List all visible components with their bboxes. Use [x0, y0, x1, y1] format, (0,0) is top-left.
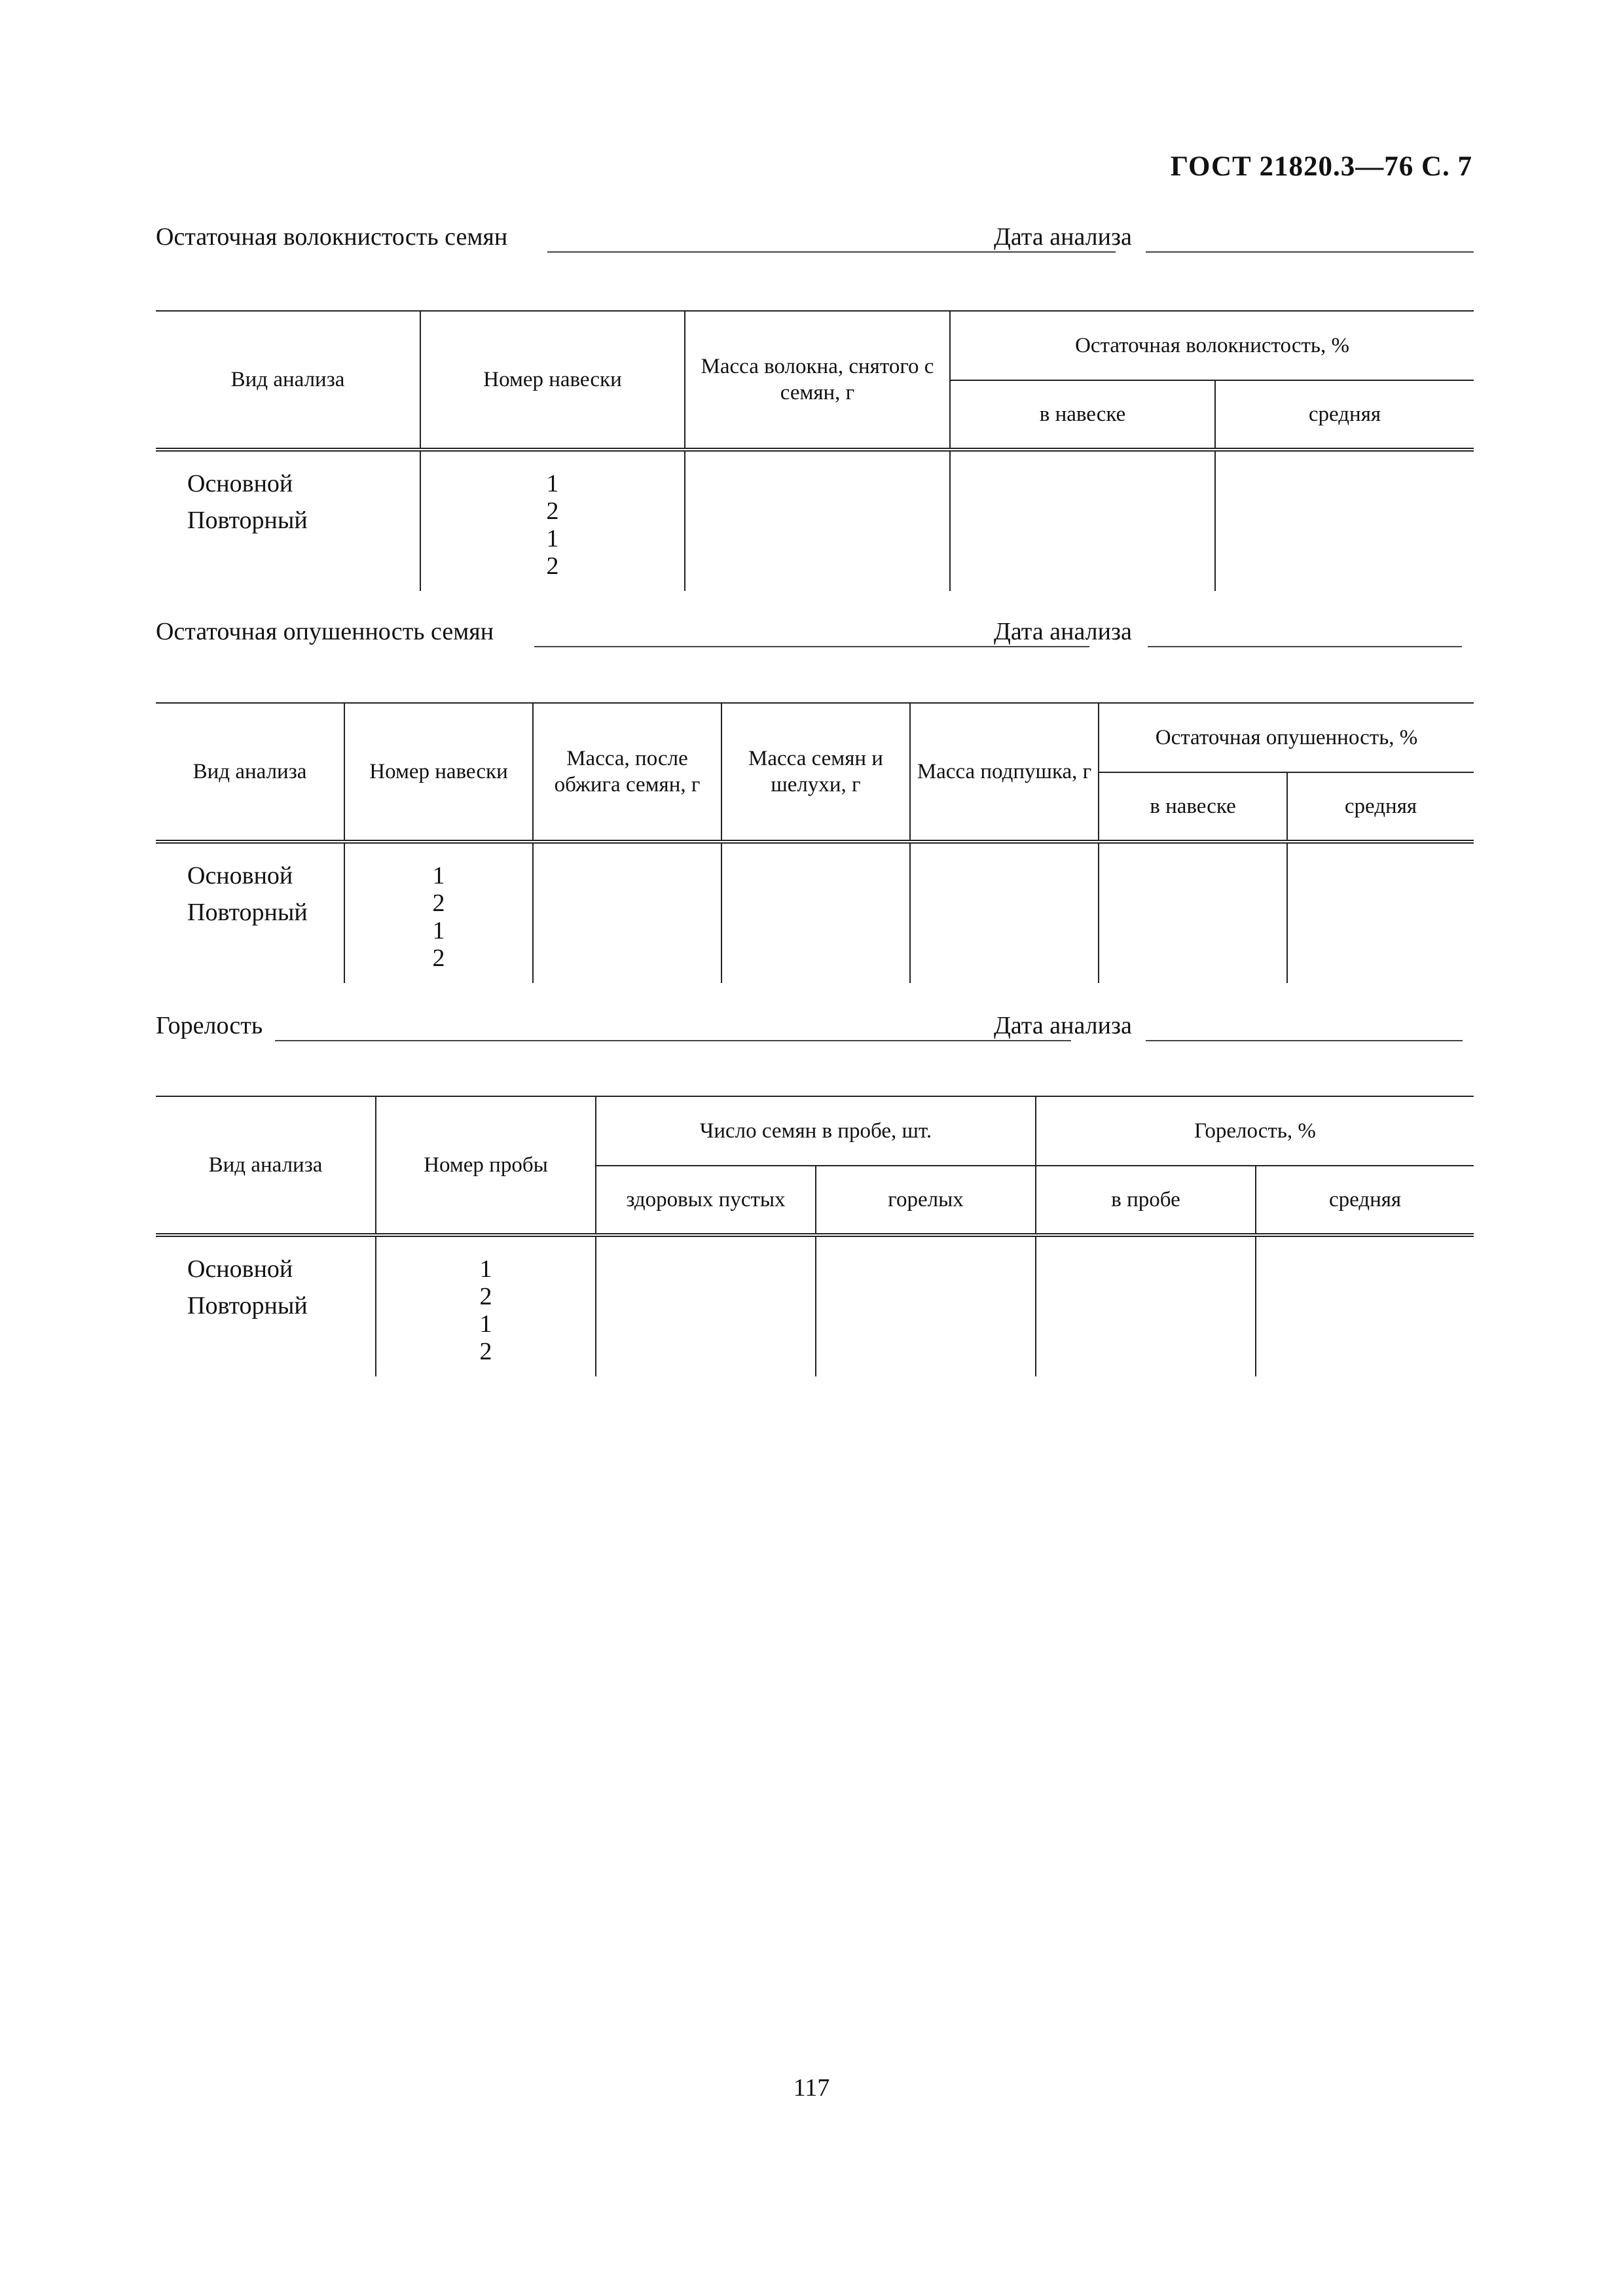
sample-number: 1 [432, 917, 445, 944]
healthy-empty-cell[interactable] [596, 1235, 816, 1376]
section3-date-label: Дата анализа [994, 1012, 1132, 1039]
burnt-seeds-table [156, 1096, 1474, 1376]
mass-fluff-cell[interactable] [910, 842, 1099, 983]
col-average: средняя [1215, 380, 1474, 450]
sample-numbers-cell [420, 450, 685, 591]
residual-fluff-table [156, 702, 1474, 983]
col-burn-percent: Горелость, % [1036, 1096, 1474, 1166]
sample-number: 1 [546, 525, 559, 552]
section2-title: Остаточная опушенность семян [156, 618, 494, 645]
col-kind: Вид анализа [156, 703, 344, 842]
residual-fiber-table [156, 310, 1474, 591]
section3-date-blank[interactable] [1146, 1040, 1463, 1041]
section1-title-blank[interactable] [547, 251, 1116, 253]
in-probe-cell[interactable] [1036, 1235, 1256, 1376]
sample-number: 2 [432, 889, 445, 917]
sample-numbers-cell [344, 842, 533, 983]
document-code: ГОСТ 21820.3—76 С. 7 [1170, 151, 1472, 182]
col-kind: Вид анализа [156, 1096, 376, 1235]
page-number: 117 [793, 2074, 830, 2102]
col-in-sample: в навеске [950, 380, 1215, 450]
sample-number: 2 [546, 497, 559, 525]
in-sample-cell[interactable] [1099, 842, 1287, 983]
col-in-sample: в навеске [1099, 772, 1287, 842]
section2-date-blank[interactable] [1148, 646, 1462, 647]
section1-date-blank[interactable] [1146, 251, 1474, 253]
average-cell[interactable] [1287, 842, 1474, 983]
sample-number: 1 [432, 862, 445, 889]
average-cell[interactable] [1256, 1235, 1474, 1376]
section3-field-row [156, 1011, 1474, 1050]
in-sample-cell[interactable] [950, 450, 1215, 591]
sample-number: 2 [546, 552, 559, 580]
row-main-label: Основной [187, 862, 293, 889]
col-burnt: горелых [816, 1166, 1036, 1235]
section3-title: Горелость [156, 1012, 263, 1039]
col-average: средняя [1256, 1166, 1474, 1235]
col-seed-count: Число семян в пробе, шт. [596, 1096, 1036, 1166]
section3-title-blank[interactable] [275, 1040, 1071, 1041]
probe-number: 1 [479, 1310, 492, 1338]
col-mass-fluff: Масса подпушка, г [910, 703, 1099, 842]
col-in-probe: в пробе [1036, 1166, 1256, 1235]
section2-field-row [156, 617, 1474, 656]
col-residual-fluff: Остаточная опушенность, % [1099, 703, 1474, 772]
row-repeat-label: Повторный [187, 1292, 308, 1319]
col-mass-seeds-husk: Масса семян и шелухи, г [721, 703, 910, 842]
col-probe-no: Номер пробы [376, 1096, 596, 1235]
burnt-cell[interactable] [816, 1235, 1036, 1376]
row-kind-cell [156, 450, 420, 591]
mass-after-burn-cell[interactable] [533, 842, 721, 983]
row-repeat-label: Повторный [187, 507, 308, 534]
col-mass-after-burn: Масса, после обжига семян, г [533, 703, 721, 842]
col-kind: Вид анализа [156, 311, 420, 450]
sample-number: 2 [432, 944, 445, 972]
section1-date-label: Дата анализа [994, 223, 1132, 251]
col-healthy-empty: здоровых пустых [596, 1166, 816, 1235]
col-residual-fiber: Остаточная волокнистость, % [950, 311, 1474, 380]
probe-numbers-cell [376, 1235, 596, 1376]
probe-number: 1 [479, 1255, 492, 1283]
row-kind-cell [156, 1235, 376, 1376]
col-sample-no: Номер навески [344, 703, 533, 842]
section2-title-blank[interactable] [534, 646, 1089, 647]
col-fiber-mass: Масса волокна, снятого с семян, г [685, 311, 950, 450]
section2-date-label: Дата анализа [994, 618, 1132, 645]
probe-number: 2 [479, 1338, 492, 1365]
probe-number: 2 [479, 1283, 492, 1310]
row-main-label: Основной [187, 470, 293, 497]
section1-title: Остаточная волокнистость семян [156, 223, 508, 251]
row-kind-cell [156, 842, 344, 983]
mass-seeds-husk-cell[interactable] [721, 842, 910, 983]
col-average: средняя [1287, 772, 1474, 842]
fiber-mass-cell[interactable] [685, 450, 950, 591]
row-main-label: Основной [187, 1255, 293, 1283]
average-cell[interactable] [1215, 450, 1474, 591]
col-sample-no: Номер навески [420, 311, 685, 450]
row-repeat-label: Повторный [187, 899, 308, 926]
section1-field-row [156, 223, 1474, 262]
sample-number: 1 [546, 470, 559, 497]
